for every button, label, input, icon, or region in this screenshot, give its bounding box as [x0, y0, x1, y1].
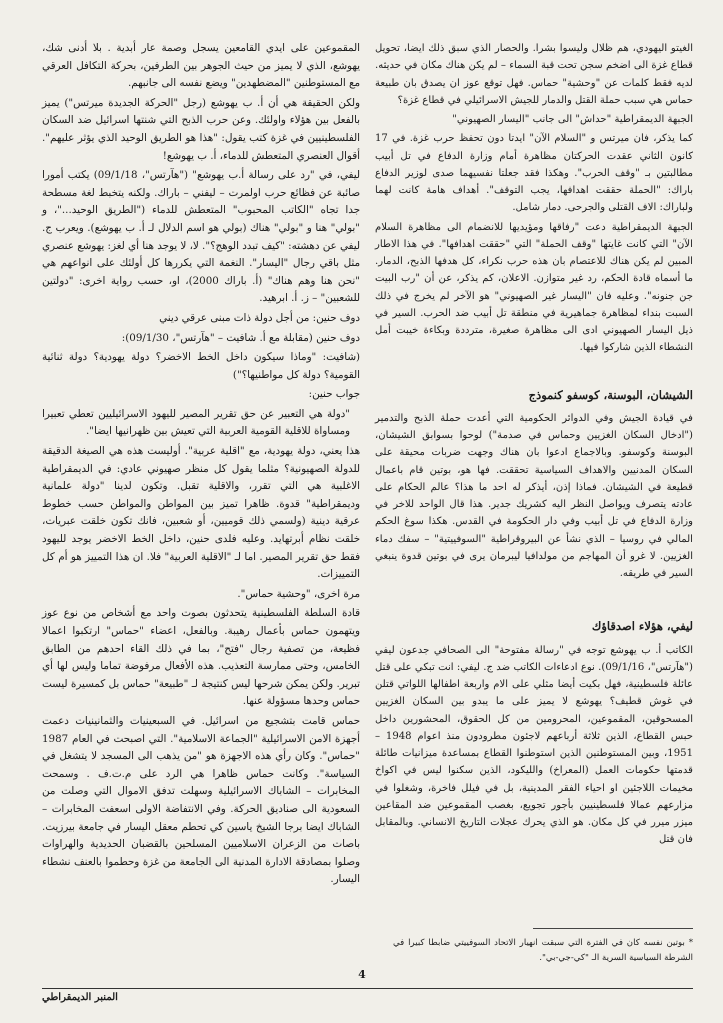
section-heading-chechnya: الشيشان، البوسنة، كوسفو كنموذج — [528, 387, 693, 402]
subheading-hamas: مرة اخرى، "وحشية حماس". — [237, 587, 360, 600]
paragraph: الجبهة الديمقراطية دعت "رفاقها ومؤيديها للانضمام الى مظاهرة السلام الآن" التي كانت غايتها "وقف الحملة" التي "حققت اهدافها". في هذا الاطار المبين لم يكن هناك للاعتصام بان هذه حرب نكراء، كل هدفها الذبح، الدمار. ما أسماه قادة الحكم، رد غير متوازن. الاعلان، كم يذكر، عن أن "رب البيت جن جنونه". وعليه فان "اليسار غير الصهيوني" هو الآخر لم يخرج في ذلك السبت بنداء لمظاهرة جماهيرية في منطقة تل أبيب ضد الحرب. السير في ذيل اليسار الصهيوني ادى الى مظاهرة صغيرة، مترددة وبكاءة خيبت أمل النشطاء الذين شاركوا فيها. — [375, 221, 693, 354]
right-column — [375, 40, 693, 851]
footer-divider — [42, 988, 693, 989]
paragraph: جواب حنين: — [308, 388, 360, 401]
paragraph: الكاتب أ. ب يهوشع توجه في "رسالة مفتوحة" الى الصحافي جدعون ليفي ("هآرتس"، 09/1/16). نوع ادعاءات الكاتب ضد ج. ليفي: انت تبكي على قتل عائلة فلسطينية، فهل بكيت أيضا مثلي على الام واربعة اطفالها اللواتي قتلن في غوش قطيف؟ يهوشع لا يميز على ما يبدو بين السكان الغزيين المسحوقين، المقموعين، المحرومين من كل الحقوق، المحشورين داخل حبس القطاع، الذين ثلاثة أرباعهم لاجئون مطرودون منذ اعوام 1948 – 1951، وبين المستوطنين الذين استوطنوا القطاع بمساعدة ميزانيات طائلة قدمتها حكومات العمل (المعراخ) والليكود، الذين سكنوا ليس في اكواخ مخيمات اللاجئين او احياء الفقر المدينية، بل في فيلل فاخرة، وشغلوا في مزارعهم عمالا فلسطينيين بأجور تجويع، بغصب المقموعين ضد المقاعين ميزر ميرر في كل مكان. هو الذي يحرك عجلات التاريخ الانساني. وبالمقابل فان قتل — [375, 644, 693, 846]
paragraph: كما يذكر، فان ميرتس و "السلام الآن" ايدتا دون تحفظ حرب غزة. في 17 كانون الثاني عقدت الحركتان مظاهرة أمام وزارة الدفاع في تل أبيب مطالبتين بـ "وقف الحرب". وهكذا فقد جعلتا نفسيهما صدى لوزير الدفاع باراك: "الحملة حققت اهدافها، يجب التوقف". أهداف هامة كانت لهما ولباراك: الاف القتلى والجرحى. دمار شامل. — [375, 133, 693, 214]
publication-name: المنبر الديمقراطي — [42, 992, 118, 1003]
quote-paragraph: "دولة هي التعبير عن حق تقرير المصير لليهود الاسرائيليين تعطي تعبيرا ومساواة للاقلية القومية العربية التي تعيش بين ظهرانيها ايضا". — [42, 407, 350, 438]
left-column — [42, 40, 360, 891]
page-number: 4 — [358, 968, 366, 981]
paragraph: ولكن الحقيقة هي أن أ. ب يهوشع (رجل "الحركة الجديدة ميرتس") يميز بالفعل بين هؤلاء واولئك. وعن حرب الذبح التي شنتها اسرائيل ضد السكان الفلسطينيين في غزة كتب يقول: "هذا هو الطريق الوحيد الذي يؤثر عليهم". أقوال العنصري المتعطش للدماء، أ. ب يهوشع! — [42, 96, 360, 162]
paragraph: ليفي، في "رد على رسالة أ.ب يهوشع" ("هآرتس"، 09/1/18) يكتب أمورا صائبة عن فظائع حرب اولمرت – ليفني – باراك. ولكنه يتخبط لغة مسطحة جدا تجاه "الكاتب المحبوب" المتعطش للدماء ("الطريق الوحيد..."، و "بولي" هنا و "بولي" هناك (بولي هو اسم الدلال لـ أ. ب يهوشع). ويعرب ج. ليفي عن دهشته: "كيف تبدد الوهج؟". لا، لا يوجد هنا أي لغز: يهوشع عنصري مثل باقي رجال "اليسار". النغمة التي يكررها كل أولئك على انواعهم هي "نحن هنا وهم هناك" (أ. باراك 2000)، او، حسب رواية اخرى: "دولتين للشعبين" – ز. أ. ابرهيد. — [42, 169, 361, 305]
paragraph: دوف حنين (مقابلة مع أ. شافيت – "هآرتس"، 09/1/30): — [121, 331, 360, 344]
subheading-hadash: الجبهة الديمقراطية "حداش" الى جانب "اليسار الصهيوني" — [452, 114, 693, 125]
paragraph: الغيتو اليهودي، هم ظلال وليسوا بشرا. والحصار الذي سبق ذلك ايضا، تحويل قطاع غزة الى اضخم سجن تحت قبة السماء – لم يكن هناك مكان في حديثه. لديه فقط كلمات عن "وحشية" حماس. فهل توقع عوز ان يصدق بان طبيعة حماس هي سبب حملة القتل والدمار للجيش الاسرائيلي في قطاع غزة؟ — [375, 43, 693, 106]
paragraph: المقموعين على ايدي القامعين يسجل وصمة عار أبدية . بلا أدنى شك، يهوشع، الذي لا يميز من حيث الجوهر بين الطرفين، بحركة التكافل العرقي مع المستوطنين "المضطهدين" ويضع نفسه الى جانبهم. — [42, 42, 360, 90]
footnote-divider — [533, 928, 693, 929]
paragraph: في قيادة الجيش وفي الدوائر الحكومية التي أعدت حملة الذبح والتدمير ("ادخال السكان الغزيين وحماس في صدمة") لوحوا بسوابق الشيشان، البوسنة وكوسفو. وبالاجماع ادعوا بان هناك وجهت ضربات محيقة على السكان المدنيين والاهداف السياسية تحققت. فها هو، بوتين قام باعمال قطيعة في الشيشان. فماذا إذن، أيذكر له احد ما هذا؟ عالم الحكام على عادته يتصرف ويواصل النظر اليه كشريك جدير. هذا قال الواحد للاخر في وزارة الدفاع في تل أبيب وفي دار الحكومة في القدس. هكذا سوغ الحكم المالي في روسيا – الذي نشأ عن البيروقراطية "السوفييتية" – سفك دماء الغزيين. لا غرو أن المهاجم من مولدافيا ليبرمان يرى في بوتين قدوة ينبغي السير في طريقه. — [375, 412, 693, 579]
subheading-dov-hanin: دوف حنين: من أجل دولة ذات مبنى عرقي ديني — [159, 311, 360, 324]
paragraph: (شافيت: "وماذا سيكون داخل الخط الاخضر؟ دولة يهودية؟ دولة ثنائية القومية؟ دولة كل مواطنيها؟") — [42, 351, 360, 381]
paragraph: هذا يعني، دولة يهودية، مع "اقلية عربية". أوليست هذه هي الصيغة الدقيقة للدولة الصهيونية؟ مثلما يقول كل منظر صهيوني عادي: في الديمقراطية الاغلبية هي التي تقرر، والاقلية تقبل. وتكون لدينا "دولة علمانية وديمقراطية" قدوة. ظاهرا تميز بين المواطن والمواطن حسب خطوط عرقية دينية (ولسمي ذلك قوميين، أو شعبين، فانك تكون خلقت عبريات، خلقت نظام أبرتهايد. وعليه فلدى حنين، داخل الخط الاخضر يوجد لليهود فقط حق تقرير المصير. اما لـ "الاقلية العربية" فلا. ان هذا التمييز هو أم كل التمييزات. — [42, 445, 360, 581]
footnote: * بوتين نفسه كان في الفترة التي سبقت انهيار الاتحاد السوفييتي ضابطا كبيرا في الشرطة السياسية السرية الـ "كي-جي-بي". — [393, 938, 693, 963]
section-heading-levy: ليفي، هؤلاء اصدقاؤك — [591, 619, 693, 634]
paragraph: حماس قامت بتشجيع من اسرائيل. في السبعينيات والثمانينيات دعمت أجهزة الامن الاسرائيلية "الجماعة الاسلامية". التي اصبحت في العام 1987 "حماس". وكان رأي هذه الاجهزة هو "من يذهب الى المسجد لا يتشغل في السياسة". وكانت حماس ظاهرا هي الرد على م.ت.ف . وسمحت المخابرات – الشاباك الاسرائيلية وسهلت تدفق الاموال التي وصلت من السعودية الى صناديق الحركة. وفي الانتفاضة الاولى اسعفت المخابرات – الشاباك ايضا برجا الشيخ ياسين كي تحطم معقل اليسار في جامعة بيرزيت. باصات من الزعران الاسلاميين المسلحين بالقضبان الحديدية والهراوات وصلوا بمصادقة الادارة المدنية الى الجامعة من غزة وحطموا بالعنف نشطاء اليسار. — [42, 714, 360, 886]
paragraph: قادة السلطة الفلسطينية يتحدثون بصوت واحد مع أشخاص من نوع عوز ويتهمون حماس بأعمال رهيبة. وبالفعل، اعضاء "حماس" ارتكبوا اعمالا فظيعة، من تصفية رجال "فتح"، بما في ذلك القاء احدهم من الطابق الخامس، وحتى ممارسة التعذيب. هذه الأفعال مرفوضة تماما وليس لها أي تبرير. ولكن يمكن شرحها ليس كنتيجة لـ "طبيعة" حماس بل كمسيرة ليست حماس وحدها مسؤولة عنها. — [42, 607, 360, 708]
